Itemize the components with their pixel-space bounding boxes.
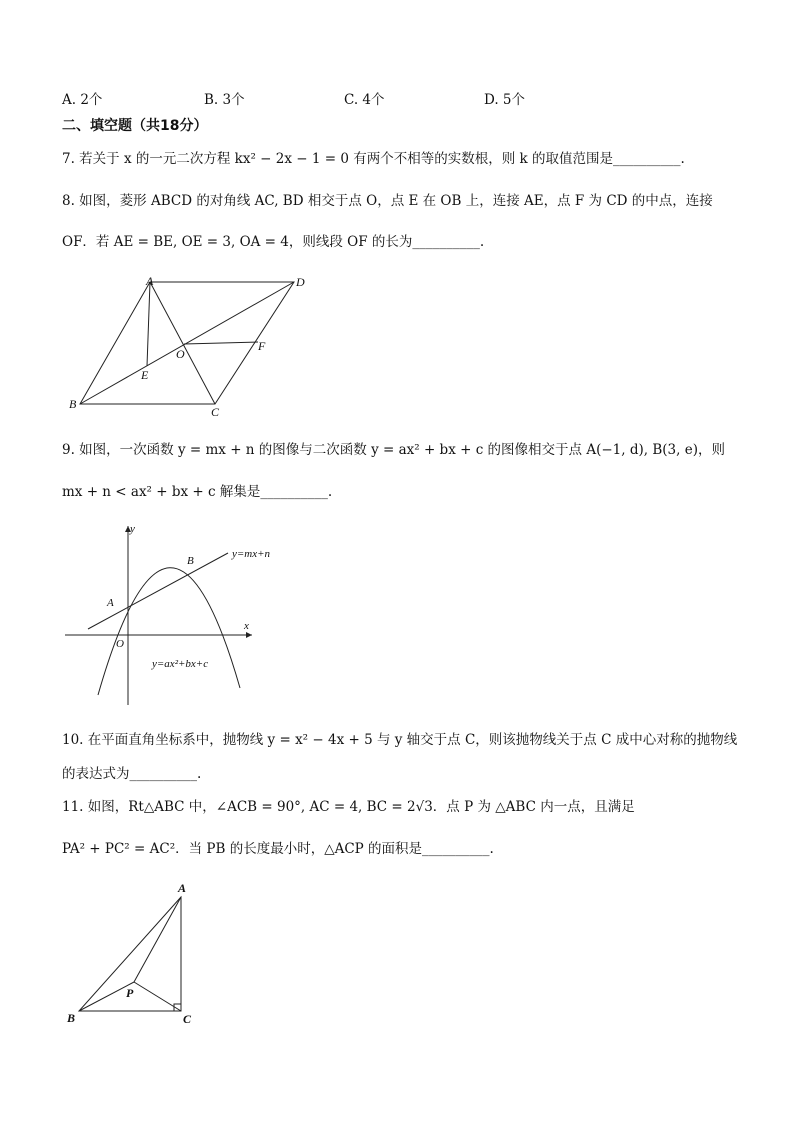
question-11-line-2: PA² + PC² = AC²．当 PB 的长度最小时，△ACP 的面积是__________. (62, 841, 494, 857)
label-b: B (69, 397, 77, 411)
option-c: C. 4个 (344, 92, 385, 108)
straight-line (88, 553, 228, 629)
label-y-axis: y (130, 523, 135, 535)
label-o: O (176, 347, 185, 361)
question-10-line-2: 的表达式为__________. (62, 766, 202, 782)
label-point-b: B (187, 555, 194, 567)
label-a: A (178, 881, 187, 895)
segment-of (184, 342, 258, 344)
label-point-a: A (107, 597, 114, 609)
section-title: 二、填空题（共18分） (62, 118, 208, 134)
label-x-axis: x (244, 620, 249, 632)
label-parabola-equation: y=ax²+bx+c (152, 658, 209, 670)
figure-8-rhombus (60, 270, 320, 420)
label-c: C (211, 405, 220, 419)
option-b: B. 3个 (204, 92, 245, 108)
figure-11-triangle (60, 875, 220, 1035)
question-9-line-2: mx + n < ax² + bx + c 解集是__________. (62, 484, 333, 500)
label-p: P (126, 986, 134, 1000)
question-8-line-1: 8. 如图，菱形 ABCD 的对角线 AC, BD 相交于点 O，点 E 在 OB 上，连接 AE，点 F 为 CD 的中点，连接 (62, 193, 713, 209)
label-a: A (146, 274, 154, 288)
segment-ae (147, 282, 150, 366)
segment-ap (134, 897, 181, 982)
option-d: D. 5个 (484, 92, 526, 108)
question-10-line-1: 10. 在平面直角坐标系中，抛物线 y = x² − 4x + 5 与 y 轴交于点 C，则该抛物线关于点 C 成中心对称的抛物线 (62, 732, 738, 748)
figure-9-graph (60, 520, 300, 710)
label-f: F (258, 339, 266, 353)
option-a: A. 2个 (62, 92, 103, 108)
question-11-line-1: 11. 如图，Rt△ABC 中，∠ACB = 90°, AC = 4, BC = 2√3．点 P 为 △ABC 内一点，且满足 (62, 799, 635, 815)
label-e: E (141, 368, 149, 382)
parabola-curve (98, 568, 240, 695)
question-8-line-2: OF．若 AE = BE, OE = 3, OA = 4，则线段 OF 的长为__________. (62, 234, 485, 250)
label-c: C (183, 1012, 192, 1026)
label-d: D (296, 275, 305, 289)
label-line-equation: y=mx+n (232, 548, 271, 560)
question-9-line-1: 9. 如图，一次函数 y = mx + n 的图像与二次函数 y = ax² + bx + c 的图像相交于点 A(−1, d), B(3, e)，则 (62, 442, 725, 458)
label-b: B (67, 1011, 76, 1025)
question-7: 7. 若关于 x 的一元二次方程 kx² − 2x − 1 = 0 有两个不相等的实数根，则 k 的取值范围是__________. (62, 151, 685, 167)
label-origin: O (116, 638, 124, 650)
